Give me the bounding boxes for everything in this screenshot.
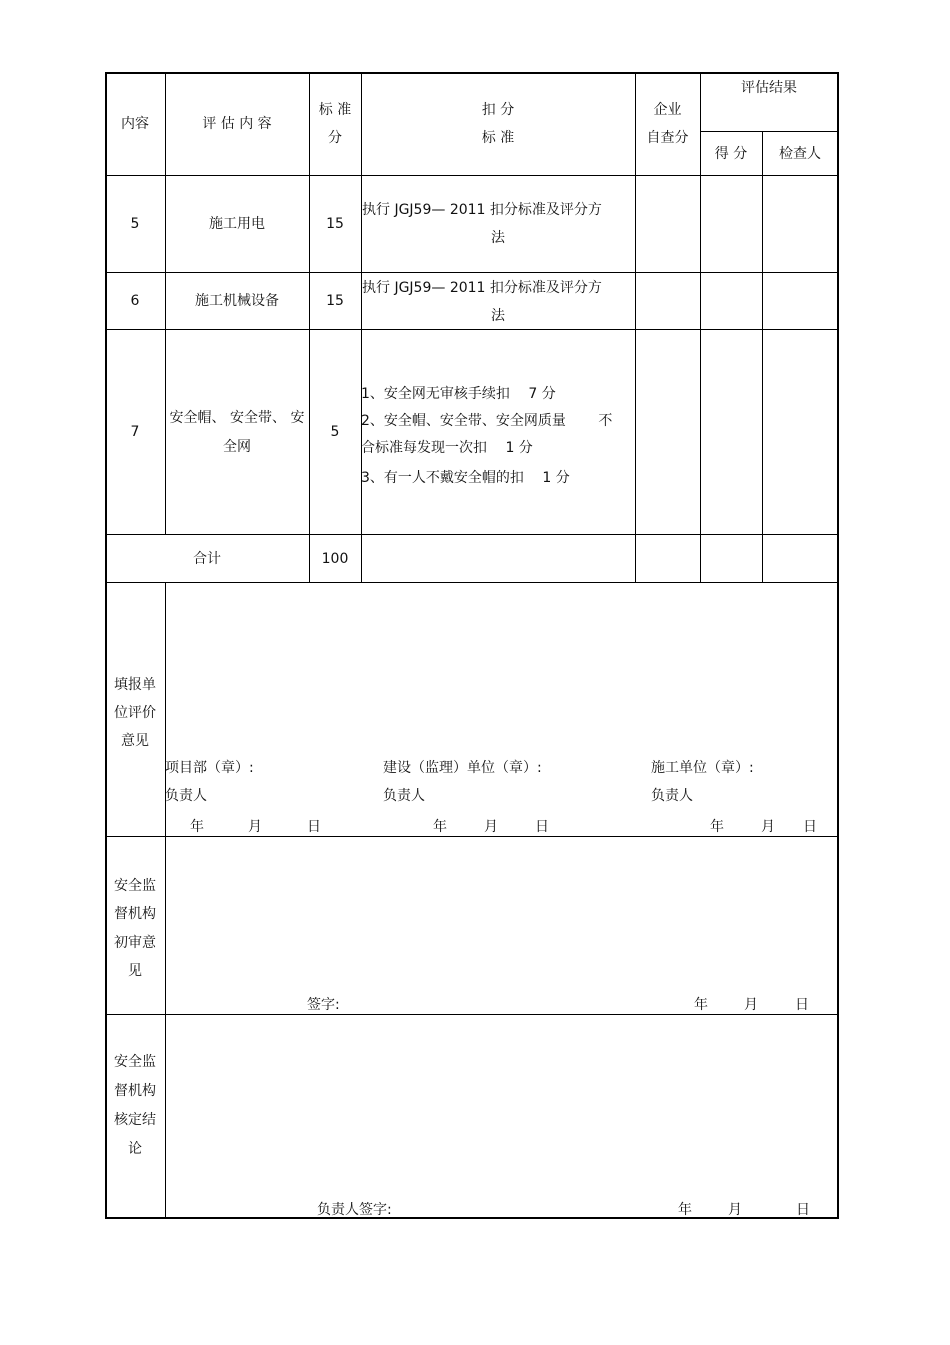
final-day: 日 <box>796 1202 810 1218</box>
rule-total-bottom <box>105 582 839 583</box>
row6-score: 15 <box>326 293 344 309</box>
opinion-label-3: 意见 <box>121 733 149 749</box>
row7-item-2: 全网 <box>223 439 251 455</box>
opinion-label-2: 位评价 <box>114 705 156 721</box>
row5-deduct-2: 法 <box>491 230 505 246</box>
row7-no: 7 <box>130 424 140 440</box>
header-checker: 检查人 <box>779 145 821 162</box>
opinion-label-1: 填报单 <box>114 677 156 693</box>
rule-label-col <box>165 582 166 1218</box>
row6-item: 施工机械设备 <box>195 293 279 309</box>
row5-no: 5 <box>130 216 140 232</box>
prelim-label-3: 初审意 <box>114 935 156 951</box>
total-label: 合计 <box>193 550 221 567</box>
prelim-sign: 签字: <box>307 997 340 1013</box>
date-month-3: 月 <box>761 819 775 835</box>
row6-no: 6 <box>130 293 140 309</box>
row5-deduct-1: 执行 JGJ59— 2011 扣分标准及评分方 <box>362 202 602 218</box>
header-result: 评估结果 <box>741 80 797 96</box>
header-deduct-2: 标 准 <box>481 130 515 146</box>
row7-score: 5 <box>330 424 340 440</box>
header-eval: 评 估 内 容 <box>202 116 272 132</box>
header-deduct-1: 扣 分 <box>481 102 515 118</box>
date-month-1: 月 <box>248 819 262 835</box>
row7-deduct-line-2: 2、安全帽、安全带、安全网质量 不 <box>361 413 613 429</box>
date-year-3: 年 <box>710 819 724 835</box>
row6-deduct-2: 法 <box>491 308 505 324</box>
date-year-2: 年 <box>433 819 447 835</box>
row5-score: 15 <box>326 216 344 232</box>
rule-prelim-bottom <box>105 1014 839 1015</box>
prelim-label-4: 见 <box>128 963 142 979</box>
header-std-1: 标 准 <box>318 102 352 118</box>
row7-deduct-line-4: 3、有一人不戴安全帽的扣 1 分 <box>361 470 570 486</box>
prelim-label-1: 安全监 <box>114 878 156 894</box>
row6-deduct-1: 执行 JGJ59— 2011 扣分标准及评分方 <box>362 280 602 296</box>
date-day-3: 日 <box>803 819 817 835</box>
rule-opinion-bottom <box>105 836 839 837</box>
construction-unit-seal: 建设（监理）单位（章）: <box>383 760 542 776</box>
total-score: 100 <box>321 550 349 567</box>
final-label-4: 论 <box>128 1141 142 1157</box>
project-dept-seal: 项目部（章）: <box>165 760 254 776</box>
final-label-3: 核定结 <box>114 1112 156 1128</box>
header-score: 得 分 <box>714 145 748 162</box>
row5-item: 施工用电 <box>209 216 265 232</box>
final-label-2: 督机构 <box>114 1083 156 1099</box>
date-day-1: 日 <box>307 819 321 835</box>
prelim-label-2: 督机构 <box>114 906 156 922</box>
final-month: 月 <box>728 1202 742 1218</box>
row7-item-1: 安全帽、 安全带、 安 <box>169 410 305 426</box>
final-sign: 负责人签字: <box>317 1202 392 1218</box>
final-label-1: 安全监 <box>114 1054 156 1070</box>
prelim-day: 日 <box>795 997 809 1013</box>
date-month-2: 月 <box>484 819 498 835</box>
header-self-2: 自查分 <box>646 130 689 146</box>
construction-unit-responsible: 负责人 <box>383 788 425 804</box>
header-std-2: 分 <box>328 130 342 146</box>
prelim-month: 月 <box>744 997 758 1013</box>
header-content: 内容 <box>121 116 149 132</box>
header-self-1: 企业 <box>653 102 682 118</box>
project-dept-responsible: 负责人 <box>165 788 207 804</box>
date-day-2: 日 <box>535 819 549 835</box>
date-year-1: 年 <box>190 819 204 835</box>
prelim-year: 年 <box>694 997 708 1013</box>
builder-unit-seal: 施工单位（章）: <box>651 760 754 776</box>
final-year: 年 <box>678 1202 692 1218</box>
row7-deduct-line-3: 合标准每发现一次扣 1 分 <box>361 440 533 456</box>
rule-col6 <box>762 131 763 583</box>
builder-unit-responsible: 负责人 <box>651 788 693 804</box>
row7-deduct-line-1: 1、安全网无审核手续扣 7 分 <box>361 386 556 402</box>
